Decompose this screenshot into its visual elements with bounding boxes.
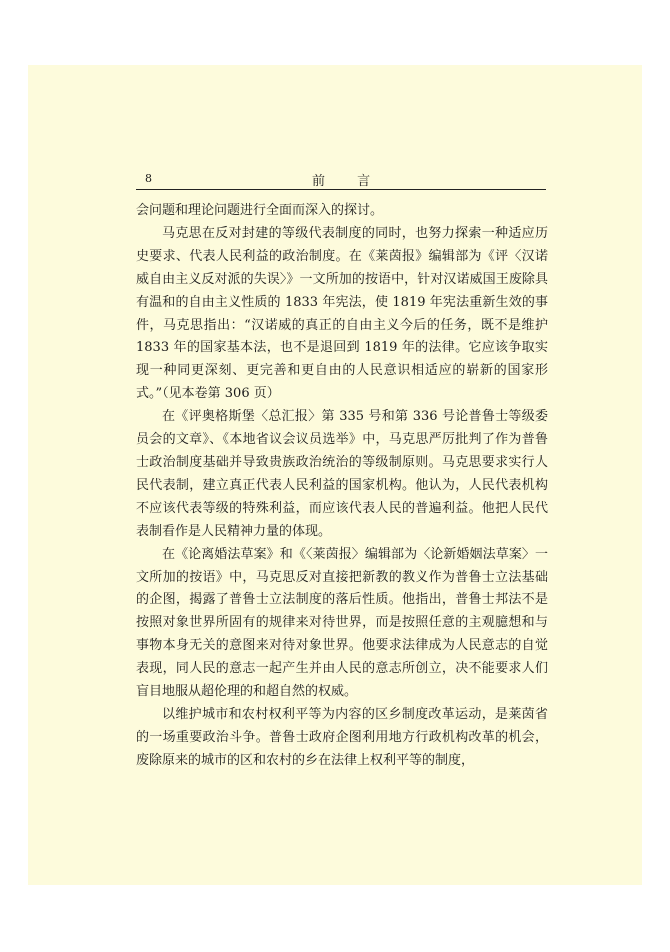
header-rule (136, 189, 546, 190)
paragraph: 马克思在反对封建的等级代表制度的同时，也努力探索一种适应历史要求、代表人民利益的政治制度。在《莱茵报》编辑部为《评〈汉诺威自由主义反对派的失误〉》一文所加的按语中，针对汉诺威国王废除具有温和的自由主义性质的 1833 年宪法，使 1819 年宪法重新生效的事件，马克思指出：“汉诺威的真正的自由主义今后的任务，既不是维护 1833 年的国家基本法，也不是退回到 1819 年的法律。它应该争取实现一种同更深刻、更完善和更自由的人民意识相适应的崭新的国家形式。”（见本卷第 306 页） (136, 225, 548, 402)
page-number: 8 (145, 172, 152, 185)
paragraph: 在《评奥格斯堡〈总汇报〉第 335 号和第 336 号论普鲁士等级委员会的文章》、《本地省议会议员选举》中，马克思严厉批判了作为普鲁士政治制度基础并导致贵族政治统治的等级制原则。马克思要求实行人民代表制，建立真正代表人民利益的国家机构。他认为，人民代表机构不应该代表等级的特殊利益，而应该代表人民的普遍利益。他把人民代表制看作是人民精神力量的体现。 (136, 409, 548, 539)
paragraph: 在《论离婚法草案》和《〈莱茵报〉编辑部为〈论新婚姻法草案〉一文所加的按语》中，马克思反对直接把新教的教义作为普鲁士立法基础的企图，揭露了普鲁士立法制度的落后性质。他指出，普鲁士邦法不是按照对象世界所固有的规律来对待世界，而是按照任意的主观臆想和与事物本身无关的意图来对待对象世界。他要求法律成为人民意志的自觉表现，同人民的意志一起产生并由人民的意志所创立，决不能要求人们盲目地服从超伦理的和超自然的权威。 (136, 546, 548, 700)
paragraph: 以维护城市和农村权利平等为内容的区乡制度改革运动，是莱茵省的一场重要政治斗争。普鲁士政府企图利用地方行政机构改革的机会，废除原来的城市的区和农村的乡在法律上权利平等的制度， (136, 706, 548, 768)
paragraph: 会问题和理论问题进行全面而深入的探讨。 (136, 203, 384, 218)
body-text (136, 200, 548, 773)
running-head: 前 言 (312, 174, 385, 189)
